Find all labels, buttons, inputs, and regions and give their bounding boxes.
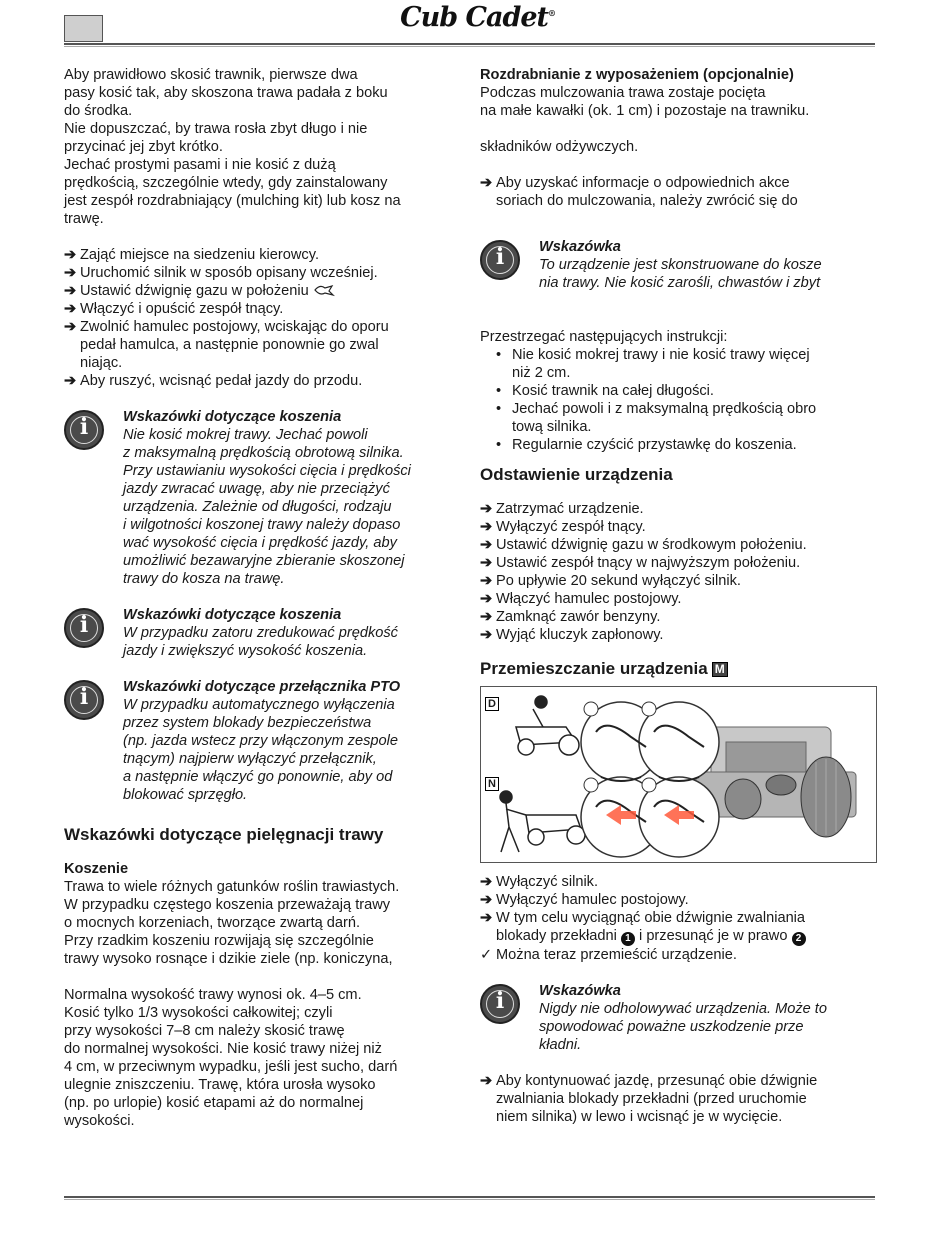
- arrow-icon: ➔: [480, 910, 493, 926]
- mulching-text-2: składników odżywczych.: [480, 139, 639, 155]
- info-note-jam: [64, 606, 460, 660]
- list-item: ➔ Włączyć hamulec postojowy.: [480, 591, 682, 607]
- info-icon: i: [480, 240, 520, 280]
- arrow-icon: ➔: [64, 373, 77, 389]
- footer-rule-thin: [64, 1199, 875, 1200]
- final-step: [480, 1072, 876, 1126]
- note-body: To urządzenie jest skonstruowane do kosze nia trawy. Nie kosić zarośli, chwastów i zbyt: [539, 257, 822, 291]
- info-icon: i: [480, 984, 520, 1024]
- header-rule-thin: [64, 46, 875, 47]
- intro-text: Aby prawidłowo skosić trawnik, pierwsze dwa pasy kosić tak, aby skoszona trawa padała z boku do środka. Nie dopuszczać, by trawa rosła zbyt długo i nie przycinać jej zbyt krótko. Jechać prostymi pasami i nie kosić z dużą prędkością, szczególnie wtedy, gdy zainstalowany jest zespół rozdrabniający (mulching kit) lub kosz na trawę.: [64, 67, 401, 227]
- arrow-icon: ➔: [480, 591, 493, 607]
- section-title-parking: Odstawienie urządzenia: [480, 465, 673, 484]
- info-icon: i: [64, 608, 104, 648]
- arrow-icon: ➔: [64, 247, 77, 263]
- brand-logo: Cub Cadet®: [400, 2, 555, 33]
- arrow-icon: ➔: [480, 537, 493, 553]
- section-title-lawn-care: Wskazówki dotyczące pielęgnacji trawy: [64, 825, 384, 844]
- page-number-box: [64, 15, 103, 42]
- arrow-icon: ➔: [64, 283, 77, 299]
- rules-intro: Przestrzegać następujących instrukcji:: [480, 329, 728, 345]
- tractor-illustration: [481, 687, 876, 862]
- section-title-moving: Przemieszczanie urządzenia M: [480, 658, 876, 680]
- list-item: ➔ Włączyć i opuścić zespół tnący.: [64, 301, 284, 317]
- info-note-towing: [480, 982, 876, 1054]
- list-item: ➔ Uruchomić silnik w sposób opisany wcześniej.: [64, 265, 378, 281]
- list-item: ➔ Zająć miejsce na siedzeniu kierowcy.: [64, 247, 320, 263]
- list-item: ➔ Zatrzymać urządzenie.: [480, 501, 644, 517]
- bullet-icon: •: [496, 401, 502, 417]
- figure-label-d: D: [485, 697, 499, 711]
- paragraph-grass: Trawa to wiele różnych gatunków roślin trawiastych. W przypadku częstego koszenia przeważają trawy o mocnych korzeniach, tworzące zwartą darń. Przy rzadkim koszeniu rozwijają się szczególnie trawy wysoko rosnące i dzikie ziele (np. koniczyna,: [64, 879, 400, 967]
- list-item: ➔ Aby ruszyć, wcisnąć pedał jazdy do przodu.: [64, 373, 363, 389]
- bullet-icon: •: [496, 347, 502, 363]
- list-item: ➔ Wyjąć kluczyk zapłonowy.: [480, 627, 664, 643]
- arrow-icon: ➔: [64, 319, 77, 335]
- throttle-icon: [309, 283, 335, 299]
- arrow-icon: ➔: [480, 874, 493, 890]
- list-item: ➔ Wyłączyć silnik.: [480, 874, 599, 890]
- left-column: [64, 66, 460, 1130]
- moving-illustration: [480, 686, 877, 863]
- arrow-icon: ➔: [64, 265, 77, 281]
- note-title: Wskazówki dotyczące koszenia: [123, 607, 342, 623]
- note-title: Wskazówki dotyczące koszenia: [123, 409, 342, 425]
- right-column: [480, 66, 876, 1126]
- header-rule: [64, 43, 875, 45]
- footer-rule: [64, 1196, 875, 1198]
- bullet-icon: •: [496, 383, 502, 399]
- list-item: • Kosić trawnik na całej długości.: [496, 383, 714, 399]
- arrow-icon: ➔: [480, 627, 493, 643]
- list-item: ➔ Po upływie 20 sekund wyłączyć silnik.: [480, 573, 741, 589]
- list-item: ➔ W tym celu wyciągnąć obie dźwignie zwalniania blokady przekładni 1 i przesunąć je w prawo 2: [480, 910, 806, 944]
- note-title: Wskazówki dotyczące przełącznika PTO: [123, 679, 401, 695]
- arrow-icon: ➔: [480, 501, 493, 517]
- info-note-mowing: [64, 408, 460, 588]
- list-item: ➔ Zamknąć zawór benzyny.: [480, 609, 661, 625]
- info-icon: i: [64, 680, 104, 720]
- rules-list: [480, 346, 876, 454]
- figure-badge: M: [712, 662, 728, 677]
- arrow-icon: ➔: [480, 573, 493, 589]
- list-item: ➔ Ustawić dźwignię gazu w środkowym położeniu.: [480, 537, 807, 553]
- bullet-icon: •: [496, 437, 502, 453]
- note-title: Wskazówka: [539, 983, 621, 999]
- figure-label-n: N: [485, 777, 499, 791]
- info-icon: i: [64, 410, 104, 450]
- mowing-steps: [64, 246, 460, 390]
- arrow-icon: ➔: [64, 301, 77, 317]
- subsection-mowing: Koszenie: [64, 861, 129, 877]
- list-item: ➔ Aby kontynuować jazdę, przesunąć obie dźwignie zwalniania blokady przekładni (przed uruchomie niem silnika) w lewo i wcisnąć je w wycięcie.: [480, 1073, 818, 1125]
- arrow-icon: ➔: [480, 175, 493, 191]
- arrow-icon: ➔: [480, 1073, 493, 1089]
- info-note-usage: [480, 238, 876, 292]
- list-item: • Jechać powoli i z maksymalną prędkością obro tową silnika.: [496, 401, 817, 435]
- marker-2: 2: [792, 932, 806, 946]
- info-note-pto: [64, 678, 460, 804]
- note-body: W przypadku automatycznego wyłączenia przez system blokady bezpieczeństwa (np. jazda wstecz przy włączonym zespole tnącym) najpierw wyłączyć przełącznik, a następnie włączyć go ponownie, aby od blokować sprzęgło.: [123, 697, 398, 803]
- list-item: ✓ Można teraz przemieścić urządzenie.: [480, 947, 737, 963]
- paragraph-height: Normalna wysokość trawy wynosi ok. 4–5 cm. Kosić tylko 1/3 wysokości całkowitej; czyli przy wysokości 7–8 cm należy skosić trawę do normalnej wysokości. Nie kosić trawy niżej niż 4 cm, w przeciwnym wypadku, jeśli jest sucho, darń ulegnie zniszczeniu. Trawę, która urosła wysoko (np. po urlopie) kosić etapami aż do normalnej wysokości.: [64, 987, 398, 1129]
- note-body: Nigdy nie odholowywać urządzenia. Może to spowodować poważne uszkodzenie prze kładni.: [539, 1001, 827, 1053]
- list-item: ➔ Ustawić dźwignię gazu w położeniu: [64, 282, 460, 300]
- arrow-icon: ➔: [480, 519, 493, 535]
- list-item: ➔ Wyłączyć zespół tnący.: [480, 519, 646, 535]
- marker-1: 1: [621, 932, 635, 946]
- list-item: • Nie kosić mokrej trawy i nie kosić trawy więcej niż 2 cm.: [496, 347, 810, 381]
- list-item: ➔ Aby uzyskać informacje o odpowiednich akce soriach do mulczowania, należy zwrócić się do: [480, 175, 798, 209]
- mulching-title: Rozdrabnianie z wyposażeniem (opcjonalnie): [480, 67, 794, 83]
- note-title: Wskazówka: [539, 239, 621, 255]
- arrow-icon: ➔: [480, 892, 493, 908]
- check-icon: ✓: [480, 947, 493, 963]
- arrow-icon: ➔: [480, 555, 493, 571]
- list-item: ➔ Zwolnić hamulec postojowy, wciskając do oporu pedał hamulca, a następnie ponownie go zwal niając.: [64, 319, 389, 371]
- moving-steps: [480, 873, 876, 964]
- note-body: Nie kosić mokrej trawy. Jechać powoli z maksymalną prędkością obrotową silnika. Przy ustawianiu wysokości cięcia i prędkości jazdy zwracać uwagę, aby nie przeciążyć urządzenia. Zależnie od długości, rodzaju i wilgotności koszonej trawy należy dopaso wać wysokość cięcia i prędkość jazdy, aby umożliwić bezawaryjne zbieranie skoszonej trawy do kosza na trawę.: [123, 427, 411, 587]
- list-item: ➔ Wyłączyć hamulec postojowy.: [480, 892, 689, 908]
- list-item: ➔ Ustawić zespół tnący w najwyższym położeniu.: [480, 555, 801, 571]
- parking-steps: [480, 500, 876, 644]
- note-body: W przypadku zatoru zredukować prędkość jazdy i zwiększyć wysokość koszenia.: [123, 625, 398, 659]
- mulching-text: Podczas mulczowania trawa zostaje pocięta na małe kawałki (ok. 1 cm) i pozostaje na trawniku.: [480, 85, 810, 119]
- arrow-icon: ➔: [480, 609, 493, 625]
- list-item: • Regularnie czyścić przystawkę do koszenia.: [496, 437, 797, 453]
- mulching-step: [480, 174, 876, 210]
